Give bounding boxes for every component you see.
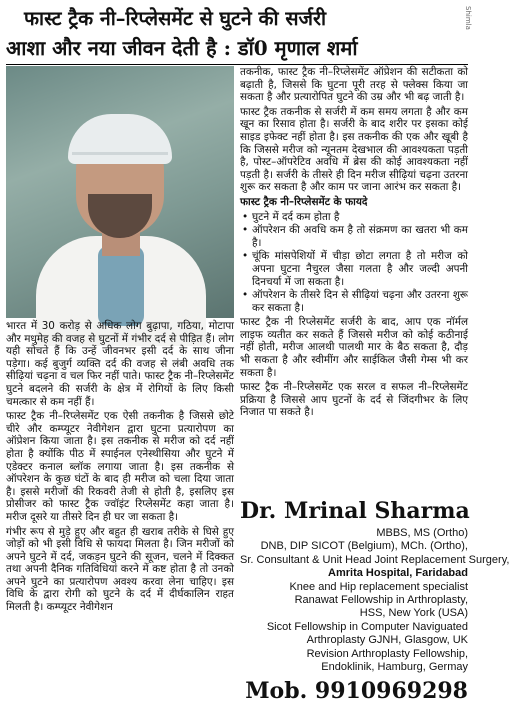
benefits-heading: फास्ट ट्रैक नी–रिप्लेसमेंट के फायदे <box>240 195 368 208</box>
headline-line-2: आशा और नया जीवन देती है : डॉ0 मृणाल शर्मा <box>6 36 358 60</box>
doctor-photo <box>6 66 235 318</box>
article-paragraph: गंभीर रूप से मुड़े हुए और बहुत ही खराब तरीके से घिसे हुए जोड़ों को भी इसी विधि से फायदा मिलता है। जिन मरीजों को अपने घुटने में दर्द, जकड़न घुटने की सूजन, चलने में दिक्कत तथा अपनी दैनिक गतिविधियां करने में कष्ट होता है तो उनको अपने घुटने का प्रत्यारोपण अवश्य करवा लेना चाहिए। इस विधि के द्वारा रोगी को घुटने के दर्द में दीर्घकालिन राहत मिलती है। कम्प्यूटर नेवीगेशन <box>6 525 234 614</box>
benefit-item: • चूंकि मांसपेशियों में चीड़ा छोटा लगता है तो मरीज को अपना घुटना नैचुरल जैसा गलता है और जल्दी अपनी दिनचर्या में जा सकता है। <box>252 250 468 288</box>
right-column <box>240 66 468 421</box>
doctor-credentials <box>240 498 509 705</box>
credential-line: DNB, DIP SICOT (Belgium), MCh. (Ortho), <box>260 540 468 553</box>
benefits-list <box>240 211 468 315</box>
credential-line: Ranawat Fellowship in Arthroplasty, <box>294 594 468 607</box>
side-credit: Shimla <box>464 6 472 30</box>
article-paragraph: फास्ट ट्रैक तकनीक से सर्जरी में कम समय लगता है और कम खून का रिसाव होता है। सर्जरी के बाद शरीर पर इसका कोई साइड इफेक्ट नहीं होता है। इस तकनीक की एक और खूबी है कि जिससे मरीज को न्यूनतम देखभाल की आवश्यकता पड़ती है, पोस्ट–ऑपरेटिव अवधि में ब्रेस की कोई आवश्यकता नहीं पड़ती है। सर्जरी के तीसरे ही दिन मरीज सीढ़ियां चढ़ना उतरना शुरू कर सकता है और काम पर जाना आरंभ कर सकता है। <box>240 105 468 194</box>
article-paragraph: फास्ट ट्रैक नी रिप्लेसमेंट सर्जरी के बाद, आप एक नॉर्मल लाइफ व्यतीत कर सकते हैं जिससे मरीज को कोई कठीनाई नहीं होती, मरीज आलथी पालथी मार के बैठ सकता है, दौड़ भी सकता है और स्वीमींग और साईकिल जैसी गेम्स भी कर सकता है। <box>240 316 468 379</box>
credential-line: Sr. Consultant & Unit Head Joint Replacement Surgery, <box>240 553 509 566</box>
article-paragraph: भारत में 30 करोड़ से अधिक लोग बुढ़ापा, गठिया, मोटापा और मधुमेह की वजह से घुटनों में गंभीर दर्द से पीड़ित हैं। लोग यही सोचते हैं कि उन्हें जीवनभर इसी दर्द के साथ जीना पड़ेगा। कई बुजुर्ग व्यक्ति दर्द की वजह से लंबी अवधि तक सीढ़ियां चढ़ना व चल फिर नहीं पाते। फास्ट ट्रैक नी–रिप्लेसमेंट घुटने बदलने की सर्जरी के क्षेत्र में रोगियों के लिए किसी चमत्कार से कम नहीं हैं। <box>6 320 234 408</box>
credential-line: HSS, New York (USA) <box>359 607 468 620</box>
headline-line-1: फास्ट ट्रैक नी–रिप्लेसमेंट से घुटने की सर्जरी <box>24 7 326 30</box>
benefit-item: • ऑपरेशन के तीसरे दिन से सीढ़ियां चढ़ना और उतरना शुरू कर सकता है। <box>252 289 468 314</box>
article-paragraph: तकनीक, फास्ट ट्रैक नी–रिप्लेसमेंट ऑप्रेशन की सटीकता को बढ़ाती है, जिससे कि घुटना पूरी तरह से फ्लेक्स किया जा सकता है और प्रत्यारोपित घुटने की उम्र और भी बढ़ जाती है। <box>240 66 468 104</box>
doctor-name: Dr. Mrinal Sharma <box>240 498 470 524</box>
headline <box>6 2 468 65</box>
credential-line: Revision Arthroplasty Fellowship, <box>306 647 468 660</box>
mobile-number: Mob. 9910969298 <box>245 678 468 705</box>
credential-line: MBBS, MS (Ortho) <box>376 527 468 539</box>
left-column <box>6 320 234 616</box>
credential-line: Arthroplasty GJNH, Glasgow, UK <box>306 634 468 647</box>
credential-line: Sicot Fellowship in Computer Naviguated <box>266 620 468 633</box>
hospital-name: Amrita Hospital, Faridabad <box>328 567 468 580</box>
credential-line: Endoklinik, Hamburg, Germay <box>321 661 468 674</box>
benefit-item: • ऑपरेशन की अवधि कम है तो संक्रमण का खतरा भी कम है। <box>252 224 468 249</box>
article-paragraph: फास्ट ट्रैक नी–रिप्लेसमेंट एक सरल व सफल नी–रिप्लेसमेंट प्रक्रिया है जिससे आप घुटनों के दर्द से जिंदगीभर के लिए निजात पा सकते है। <box>240 381 468 419</box>
benefit-item: • घुटने में दर्द कम होता है <box>252 211 468 224</box>
article-paragraph: फास्ट ट्रैक नी–रिप्लेसमेंट एक ऐसी तकनीक है जिससे छोटे चीरे और कम्प्यूटर नेवीगेशन द्वारा घुटना प्रत्यारोपण का ऑप्रेशन किया जाता है। इस तकनीक से मरीज को दर्द नहीं होता है क्योंकि पीठ में स्पाईनल एनेस्थीसिया और घुटने में एडेक्टर कनाल ब्लॉक लगाया जाता है। इस तकनीक से ऑपरेशन के कुछ घंटों के बाद ही मरीज को चला दिया जाता है। इससे मरीजों की रिकवरी तेजी से होती है, इसलिए इस प्रोसीजर को फास्ट ट्रैक ज्वॉइंट रिप्लेसमेंट कहा जाता है। मरीज दूसरे या तीसरे दिन ही घर जा सकता है। <box>6 410 234 523</box>
credential-line: Knee and Hip replacement specialist <box>289 580 468 593</box>
